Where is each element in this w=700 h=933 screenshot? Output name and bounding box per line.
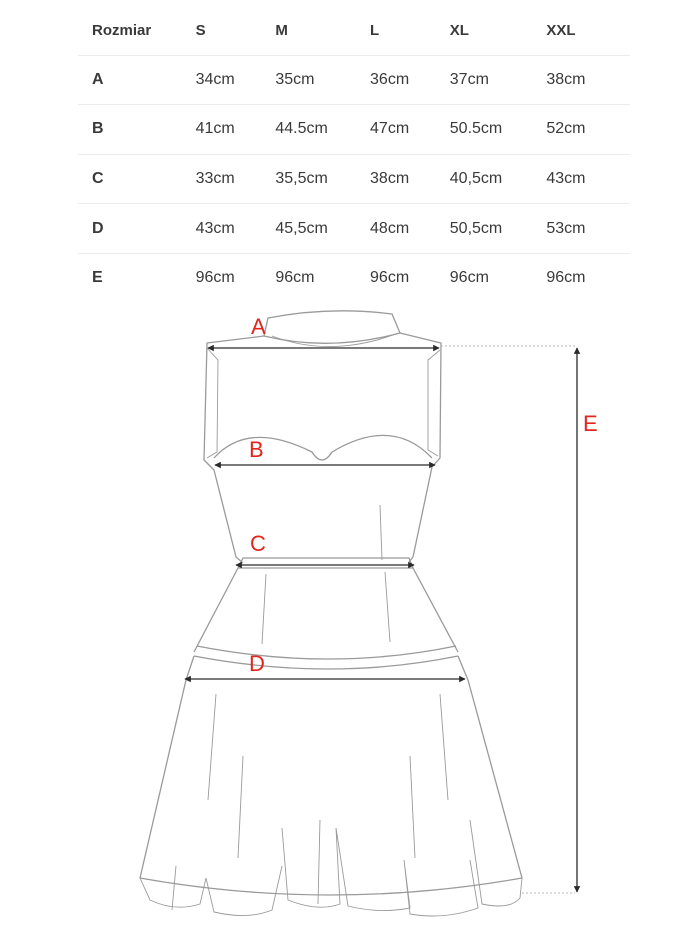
label-b: B [249, 437, 264, 462]
row-label: A [78, 55, 196, 105]
label-d: D [249, 651, 265, 676]
table-cell: 96cm [370, 269, 410, 287]
skirt-pleat-3 [410, 756, 415, 858]
measure-e-guides [441, 346, 575, 893]
table-cell: 33cm [196, 154, 276, 204]
table-cell: 45,5cm [275, 204, 370, 254]
dress-outline [140, 311, 522, 916]
yoke-seam-right [385, 572, 390, 642]
waistband [238, 558, 413, 568]
size-chart-table [78, 6, 630, 303]
table-cell: 41cm [196, 105, 276, 155]
bodice-outline [204, 333, 441, 563]
header-m: M [275, 6, 370, 55]
skirt-hem-folds [140, 820, 522, 916]
label-e: E [583, 411, 598, 436]
table-cell: 53cm [546, 204, 630, 254]
table-cell: 35cm [275, 55, 370, 105]
hip-band [194, 646, 458, 669]
table-cell: 96cm [275, 269, 315, 287]
row-label: C [78, 154, 196, 204]
table-cell: 36cm [370, 55, 450, 105]
header-l: L [370, 6, 450, 55]
skirt-pleat-1 [208, 694, 216, 800]
table-header-row [78, 6, 630, 55]
table-row [78, 154, 630, 204]
table-cell: 38cm [370, 154, 450, 204]
center-seam [380, 505, 382, 560]
table-cell: 43cm [196, 204, 276, 254]
table-cell: 96cm [195, 269, 235, 287]
table-cell: 50.5cm [450, 105, 547, 155]
table-cell: 37cm [450, 55, 547, 105]
row-label: D [78, 204, 196, 254]
right-armhole-inner [428, 350, 440, 456]
table-cell: 96cm [546, 269, 586, 287]
skirt-pleat-4 [440, 694, 448, 800]
left-armhole-inner [207, 348, 218, 458]
collar-outline [264, 311, 400, 344]
bust-seam [214, 435, 432, 460]
table-row [78, 204, 630, 254]
header-xl: XL [450, 6, 547, 55]
header-s: S [196, 6, 276, 55]
header-xxl: XXL [546, 6, 630, 55]
row-label: B [78, 105, 196, 155]
table-cell: 47cm [370, 105, 450, 155]
table-row [78, 253, 630, 302]
skirt-outline [140, 656, 522, 895]
header-size: Rozmiar [78, 6, 196, 55]
table-row [78, 105, 630, 155]
yoke-seam-left [262, 574, 266, 644]
table-cell: 52cm [546, 105, 630, 155]
table-cell: 38cm [546, 55, 630, 105]
skirt-pleat-2 [238, 756, 243, 858]
table-cell: 43cm [546, 154, 630, 204]
table-cell: 40,5cm [450, 154, 547, 204]
table-cell: 50,5cm [450, 204, 547, 254]
collar-inner [272, 334, 396, 347]
hip-yoke-outline [194, 568, 458, 652]
table-cell: 34cm [196, 55, 276, 105]
label-c: C [250, 531, 266, 556]
table-cell: 96cm [449, 269, 489, 287]
table-cell: 35,5cm [275, 154, 370, 204]
label-a: A [251, 314, 266, 339]
table-cell: 48cm [370, 204, 450, 254]
table-row [78, 55, 630, 105]
dress-measurement-diagram [0, 300, 700, 933]
measurement-lines [185, 348, 577, 892]
row-label: E [92, 269, 103, 287]
table-cell: 44.5cm [275, 105, 370, 155]
